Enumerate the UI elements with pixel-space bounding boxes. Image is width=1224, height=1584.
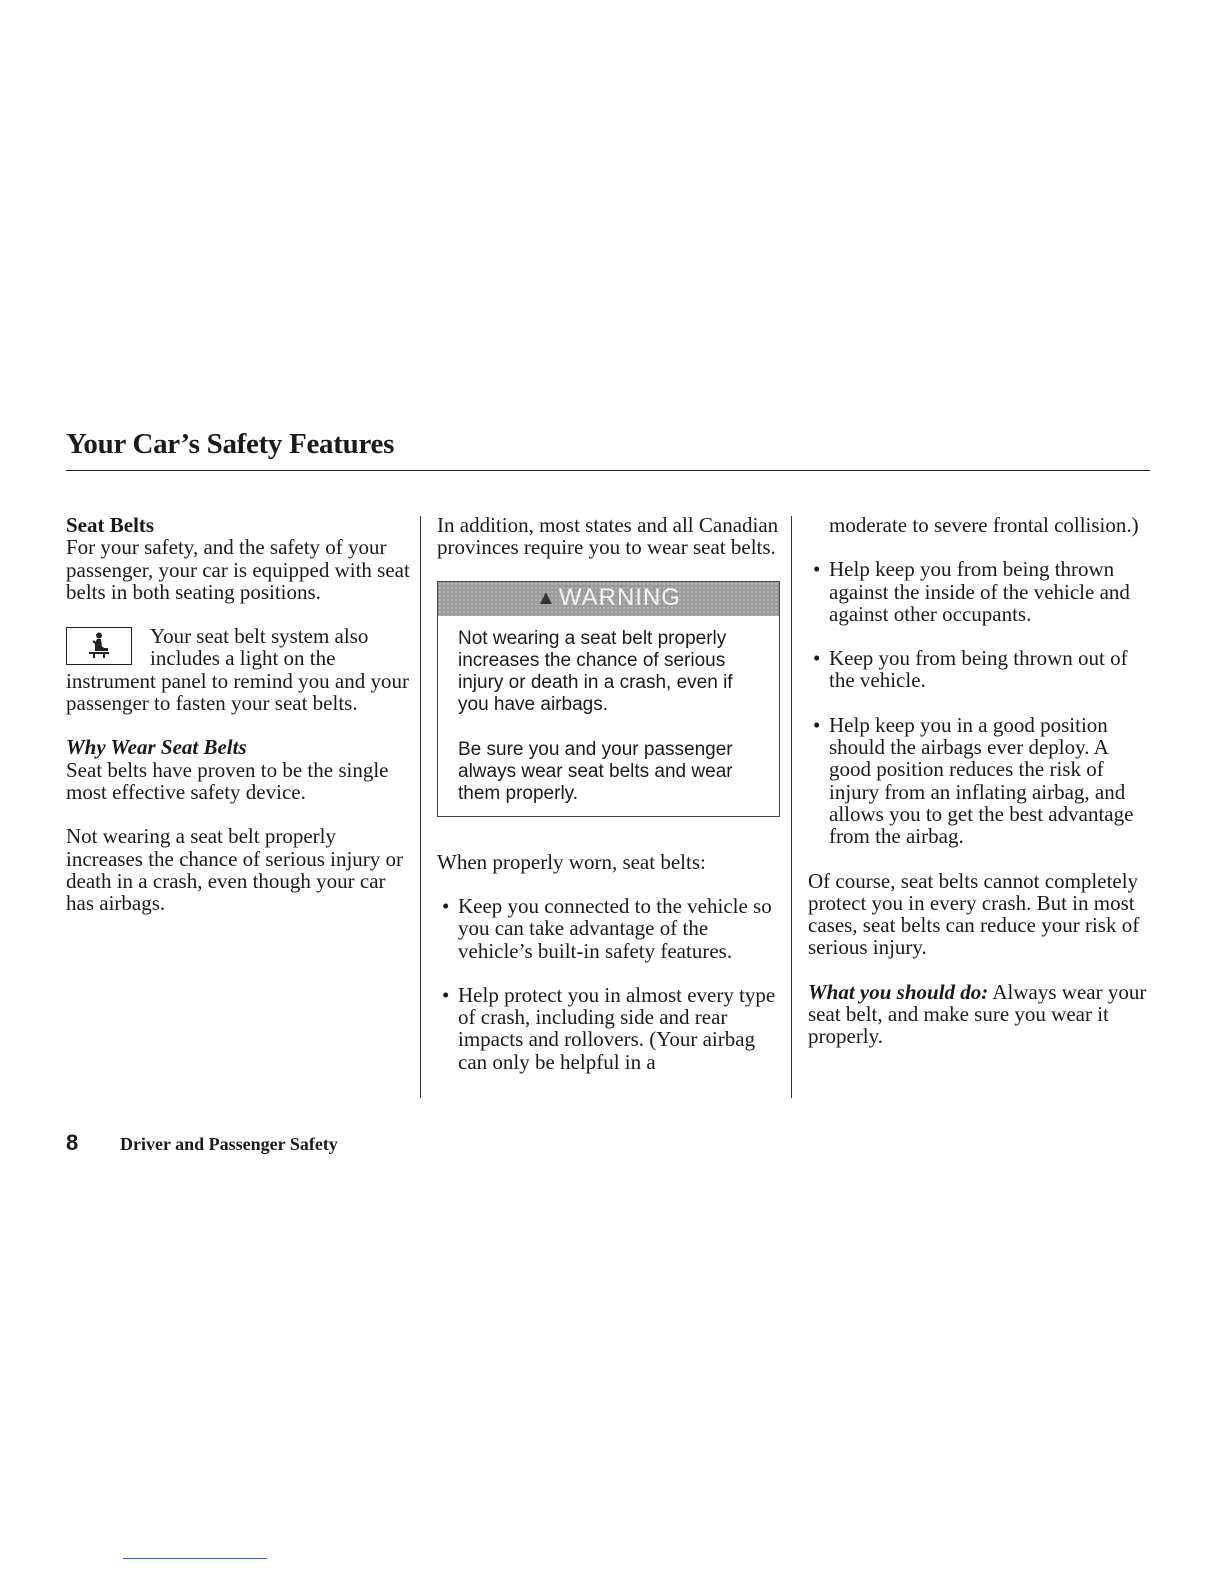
continuation-text: moderate to severe frontal collision.) — [829, 513, 1139, 537]
what-to-do-label: What you should do: — [808, 979, 989, 1004]
list-item: • Keep you from being thrown out of the vehicle. — [808, 647, 1153, 692]
page-number: 8 — [66, 1130, 79, 1155]
column-3 — [808, 514, 1153, 1048]
section-name: Driver and Passenger Safety — [120, 1134, 338, 1154]
warning-text-1: Not wearing a seat belt properly increases the chance of serious injury or death in a crash, even if you have airbags. — [458, 627, 733, 716]
not-wearing-text: Not wearing a seat belt properly increases the chance of serious injury or death in a crash, even though your car has airbags. — [66, 824, 404, 916]
list-item: • Help keep you from being thrown against the inside of the vehicle and against other occupants. — [808, 558, 1153, 625]
column-divider-2 — [791, 516, 792, 1098]
when-worn-text: When properly worn, seat belts: — [437, 849, 706, 874]
what-to-do-paragraph — [808, 981, 1153, 1048]
bottom-link-rule — [123, 1558, 267, 1559]
warning-box — [437, 581, 780, 817]
benefits-list-2 — [808, 558, 1153, 847]
warning-text-2: Be sure you and your passenger always wear seat belts and wear them properly. — [458, 738, 733, 805]
list-item: • Help keep you in a good position should the airbags ever deploy. A good position reduces the risk of injury from an inflating airbag, and allows you to get the best advantage from the airbag. — [808, 714, 1153, 848]
warning-triangle-icon: ▲ — [536, 587, 557, 610]
column-1 — [66, 514, 411, 914]
legal-requirement-text: In addition, most states and all Canadian provinces require you to wear seat belts. — [437, 513, 779, 560]
warning-label: WARNING — [558, 584, 681, 612]
seatbelt-reminder-icon — [66, 627, 132, 665]
benefits-list-1 — [437, 895, 782, 1073]
seat-belts-intro: For your safety, and the safety of your passenger, your car is equipped with seat belts in both seating positions. — [66, 535, 410, 604]
column-divider-1 — [420, 516, 421, 1098]
column-2 — [437, 514, 782, 1095]
seat-belts-heading: Seat Belts — [66, 513, 155, 537]
list-item: • Help protect you in almost every type of crash, including side and rear impacts and rollovers. (Your airbag can only be helpful in a — [437, 984, 782, 1073]
why-wear-heading: Why Wear Seat Belts — [66, 735, 247, 760]
seatbelt-light-text: Your seat belt system also includes a light on the instrument panel to remind you and your passenger to fasten your seat belts. — [66, 624, 409, 716]
title-divider — [66, 470, 1150, 471]
of-course-text: Of course, seat belts cannot completely protect you in every crash. But in most cases, seat belts can reduce your risk of serious injury. — [808, 868, 1140, 960]
page-footer — [66, 1130, 338, 1156]
list-item: • Keep you connected to the vehicle so you can take advantage of the vehicle’s built-in safety features. — [437, 895, 782, 962]
why-wear-text: Seat belts have proven to be the single most effective safety device. — [66, 757, 389, 804]
warning-header — [438, 582, 779, 616]
seatbelt-light-paragraph — [66, 625, 411, 714]
page-title: Your Car’s Safety Features — [66, 428, 395, 460]
what-to-do-text: Always wear your seat belt, and make sure you wear it properly. — [808, 979, 1147, 1049]
